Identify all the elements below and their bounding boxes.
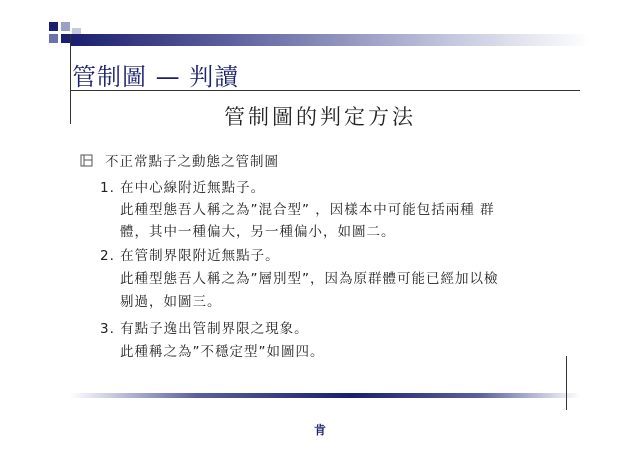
decor-square xyxy=(61,22,70,31)
item-1-line-2: 體，其中一種偏大，另一種偏小，如圖二。 xyxy=(120,224,396,240)
footer-divider-vertical xyxy=(566,356,567,410)
item-3-heading: 3. 有點子逸出管制界限之現象。 xyxy=(100,321,309,337)
bullet-text: 不正常點子之動態之管制圖 xyxy=(105,154,279,170)
item-1-heading: 1. 在中心線附近無點子。 xyxy=(100,180,266,196)
footer-mark: 肯 xyxy=(313,423,326,437)
item-1-line-1: 此種型態吾人稱之為”混合型” ，因樣本中可能包括兩種 群 xyxy=(120,202,495,218)
header-gradient-bar xyxy=(70,34,590,46)
item-2-line-1: 此種型態吾人稱之為”層別型”，因為原群體可能已經加以檢 xyxy=(120,271,499,287)
decor-square xyxy=(49,22,58,31)
bullet-icon xyxy=(80,154,93,167)
item-2-line-2: 剔過，如圖三。 xyxy=(120,294,222,310)
item-2-heading: 2. 在管制界限附近無點子。 xyxy=(100,248,280,264)
decor-square xyxy=(61,34,70,43)
slide-subtitle: 管制圖的判定方法 xyxy=(224,105,416,129)
bullet-row xyxy=(80,150,279,170)
item-3-line-1: 此種稱之為”不穩定型”如圖四。 xyxy=(120,344,325,360)
footer-gradient-bar xyxy=(70,393,580,398)
slide-heading: 管制圖 — 判讀 xyxy=(72,63,240,91)
decor-square xyxy=(49,34,58,43)
